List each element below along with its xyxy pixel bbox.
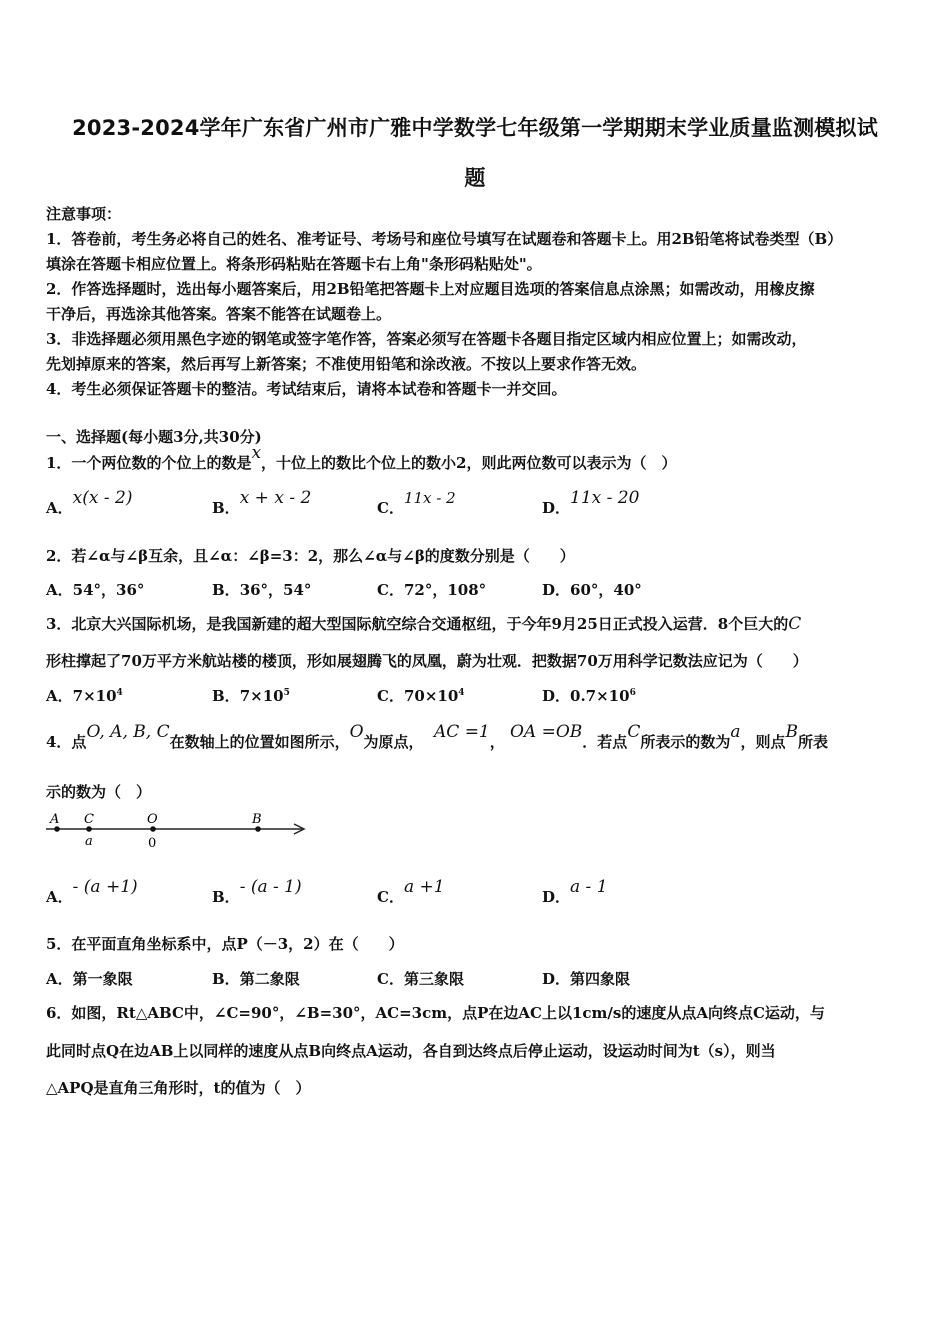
label-o: O — [147, 812, 158, 827]
q1-option-d[interactable] — [542, 488, 640, 518]
option-label: C． — [377, 499, 404, 517]
q5-option-a[interactable] — [46, 968, 133, 989]
option-expr: x(x - 2) — [72, 488, 133, 508]
question-4-line-1 — [46, 722, 829, 752]
q4-text: 所表示的数为 — [640, 733, 731, 751]
question-3-line-2: 形柱撑起了70万平方米航站楼的楼顶，形如展翅腾飞的凤凰，蔚为壮观．把数据70万用科学记数法应记为（ ） — [46, 652, 808, 670]
option-label: B． — [212, 687, 240, 705]
q4-text: ， — [489, 733, 505, 751]
option-exponent: 4 — [458, 688, 465, 698]
point-c-dot — [86, 826, 92, 832]
option-label: B． — [212, 970, 240, 988]
label-a: A — [50, 812, 60, 827]
option-expr: a - 1 — [570, 877, 608, 897]
q1-option-c[interactable] — [377, 489, 456, 518]
label-zero: 0 — [148, 836, 157, 851]
q4-text: ，则点 — [740, 733, 786, 751]
q2-option-d[interactable] — [542, 579, 642, 600]
option-expr: a +1 — [403, 877, 445, 897]
q3-option-c[interactable] — [377, 685, 465, 706]
option-expr: 60°，40° — [570, 581, 642, 599]
label-c: C — [84, 812, 94, 827]
option-label: A． — [46, 687, 73, 705]
option-label: D． — [542, 581, 571, 599]
q5-option-b[interactable] — [212, 968, 300, 989]
option-base: 0.7×10 — [570, 687, 630, 705]
option-expr: 11x - 2 — [403, 489, 456, 507]
q4-ac: AC =1 — [434, 722, 490, 742]
option-label: C． — [377, 970, 404, 988]
option-label: A． — [46, 499, 73, 517]
option-expr: 36°，54° — [239, 581, 312, 599]
q4-text: 4．点 — [46, 733, 87, 751]
option-expr: 54°，36° — [72, 581, 145, 599]
q2-option-a[interactable] — [46, 579, 144, 600]
notice-heading: 注意事项： — [46, 205, 122, 223]
q2-option-c[interactable] — [377, 579, 486, 600]
q3-option-b[interactable] — [212, 685, 290, 706]
point-b-dot — [255, 826, 261, 832]
q4-a: a — [730, 722, 741, 742]
q4-text: 为原点， — [363, 733, 424, 751]
option-label: A． — [46, 581, 73, 599]
option-exponent: 6 — [629, 688, 636, 698]
option-expr: - (a +1) — [72, 877, 138, 897]
q4-option-c[interactable] — [377, 877, 445, 907]
option-label: D． — [542, 888, 571, 906]
q2-option-b[interactable] — [212, 579, 311, 600]
point-a-dot — [54, 826, 60, 832]
q1-option-b[interactable] — [212, 488, 312, 518]
q4-c: C — [627, 722, 641, 742]
question-3-var: C — [788, 614, 802, 634]
section-heading: 一、选择题(每小题3分,共30分) — [46, 428, 262, 446]
question-1-text-b: ，十位上的数比个位上的数小2，则此两位数可以表示为（ ） — [261, 454, 677, 472]
q3-option-a[interactable] — [46, 685, 123, 706]
label-a-value: a — [85, 834, 93, 849]
q4-option-a[interactable] — [46, 877, 138, 907]
q4-text: ．若点 — [582, 733, 628, 751]
option-label: D． — [542, 687, 571, 705]
q4-option-d[interactable] — [542, 877, 608, 907]
option-expr: 第四象限 — [570, 970, 631, 988]
option-label: D． — [542, 499, 571, 517]
question-3-line-1 — [46, 613, 801, 634]
option-label: C． — [377, 687, 404, 705]
option-expr: 第三象限 — [403, 970, 464, 988]
option-label: B． — [212, 499, 240, 517]
notice-line-4: 干净后，再选涂其他答案。答案不能答在试题卷上。 — [46, 305, 392, 323]
q4-origin: O — [349, 722, 364, 742]
exam-title-line-2: 题 — [464, 166, 486, 190]
option-base: 7×10 — [239, 687, 284, 705]
point-o-dot — [150, 826, 156, 832]
q4-points: O, A, B, C — [86, 722, 170, 742]
option-exponent: 4 — [116, 688, 123, 698]
option-base: 70×10 — [403, 687, 459, 705]
q4-option-b[interactable] — [212, 877, 302, 907]
q3-option-d[interactable] — [542, 685, 636, 706]
question-3-text: 3．北京大兴国际机场，是我国新建的超大型国际航空综合交通枢纽，于今年9月25日正式投入运营．8个巨大的 — [46, 615, 789, 633]
option-expr: 11x - 20 — [570, 488, 640, 508]
notice-line-5: 3．非选择题必须用黑色字迹的钢笔或签字笔作答，答案必须写在答题卡各题目指定区域内相应位置上；如需改动， — [46, 330, 807, 348]
question-4-line-2: 示的数为（ ） — [46, 783, 152, 801]
question-6-line-3: △APQ是直角三角形时，t的值为（ ） — [46, 1079, 311, 1097]
option-expr: 第一象限 — [72, 970, 133, 988]
q4-text: 在数轴上的位置如图所示， — [169, 733, 350, 751]
notice-line-1: 1．答卷前，考生务必将自己的姓名、准考证号、考场号和座位号填写在试题卷和答题卡上。用2B铅笔将试卷类型（B） — [46, 230, 843, 248]
option-expr: 第二象限 — [239, 970, 300, 988]
option-base: 7×10 — [72, 687, 117, 705]
number-line-figure — [40, 806, 320, 856]
option-expr: x + x - 2 — [239, 488, 312, 508]
notice-line-7: 4．考生必须保证答题卡的整洁。考试结束后，请将本试卷和答题卡一并交回。 — [46, 380, 567, 398]
q4-text: 所表 — [798, 733, 829, 751]
option-label: D． — [542, 970, 571, 988]
option-label: C． — [377, 888, 404, 906]
option-label: C． — [377, 581, 404, 599]
question-2: 2．若∠α与∠β互余，且∠α：∠β=3：2，那么∠α与∠β的度数分别是（ ） — [46, 547, 575, 565]
option-label: A． — [46, 888, 73, 906]
q4-b: B — [785, 722, 798, 742]
notice-line-6: 先划掉原来的答案，然后再写上新答案；不准使用铅笔和涂改液。不按以上要求作答无效。 — [46, 355, 647, 373]
q1-option-a[interactable] — [46, 488, 133, 518]
option-expr: 72°，108° — [403, 581, 487, 599]
option-label: A． — [46, 970, 73, 988]
question-1 — [46, 443, 677, 473]
option-label: B． — [212, 888, 240, 906]
question-6-line-2: 此同时点Q在边AB上以同样的速度从点B向终点A运动，各自到达终点后停止运动，设运动时间为t（s），则当 — [46, 1042, 776, 1060]
q5-option-d[interactable] — [542, 968, 630, 989]
question-1-var: x — [251, 443, 262, 463]
question-6-line-1: 6．如图，Rt△ABC中，∠C=90°，∠B=30°，AC=3cm，点P在边AC上以1cm/s的速度从点A向终点C运动，与 — [46, 1004, 825, 1022]
q5-option-c[interactable] — [377, 968, 464, 989]
question-5: 5．在平面直角坐标系中，点P（－3，2）在（ ） — [46, 935, 404, 953]
exam-title-line-1: 2023-2024学年广东省广州市广雅中学数学七年级第一学期期末学业质量监测模拟试 — [72, 116, 878, 140]
label-b: B — [252, 812, 262, 827]
question-1-text-a: 1．一个两位数的个位上的数是 — [46, 454, 252, 472]
notice-line-3: 2．作答选择题时，选出每小题答案后，用2B铅笔把答题卡上对应题目选项的答案信息点涂黑；如需改动，用橡皮擦 — [46, 280, 815, 298]
q4-oaob: OA =OB — [510, 722, 583, 742]
option-exponent: 5 — [283, 688, 290, 698]
notice-line-2: 填涂在答题卡相应位置上。将条形码粘贴在答题卡右上角"条形码粘贴处"。 — [46, 255, 542, 273]
option-expr: - (a - 1) — [239, 877, 302, 897]
option-label: B． — [212, 581, 240, 599]
